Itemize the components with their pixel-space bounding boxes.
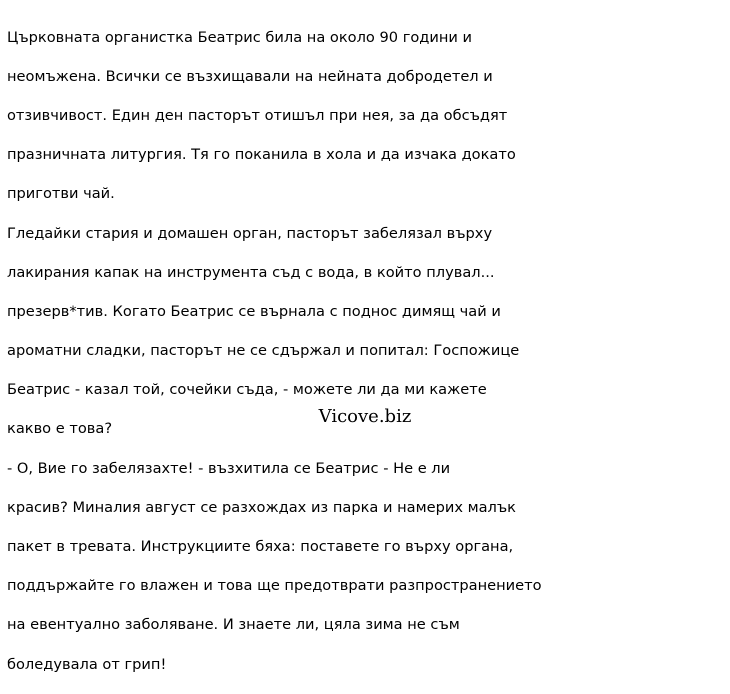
- joke-line: отзивчивост. Един ден пасторът отишъл при нея, за да обсъдят: [7, 106, 508, 124]
- joke-line: ароматни сладки, пасторът не се сдържал и попитал: Госпожице: [7, 342, 520, 360]
- joke-line: - О, Вие го забелязахте! - възхитила се Беатрис - Не е ли: [7, 459, 451, 477]
- joke-line: презерв*тив. Когато Беатрис се върнала с поднос димящ чай и: [7, 302, 501, 320]
- joke-line: пакет в тревата. Инструкциите бяха: поставете го върху органа,: [7, 538, 514, 556]
- joke-line: Църковната органистка Беатрис била на около 90 години и: [7, 28, 473, 46]
- joke-text: [7, 8, 723, 694]
- joke-line: празничната литургия. Тя го поканила в хола и да изчака докато: [7, 146, 516, 164]
- joke-line: красив? Миналия август се разхождах из парка и намерих малък: [7, 498, 516, 516]
- joke-line: боледувала от грип!: [7, 655, 167, 673]
- site-watermark: Vicove.biz: [318, 406, 412, 427]
- joke-line: Гледайки стария и домашен орган, пасторът забелязал върху: [7, 224, 493, 242]
- joke-line: Беатрис - казал той, сочейки съда, - можете ли да ми кажете: [7, 381, 487, 399]
- joke-line: на евентуално заболяване. И знаете ли, цяла зима не съм: [7, 616, 460, 634]
- joke-line: лакирания капак на инструмента съд с вода, в който плувал...: [7, 263, 495, 281]
- joke-line: какво е това?: [7, 420, 113, 438]
- joke-line: неомъжена. Всички се възхищавали на нейната добродетел и: [7, 67, 493, 85]
- joke-line: поддържайте го влажен и това ще предотврати разпространението: [7, 577, 542, 595]
- joke-line: приготви чай.: [7, 185, 115, 203]
